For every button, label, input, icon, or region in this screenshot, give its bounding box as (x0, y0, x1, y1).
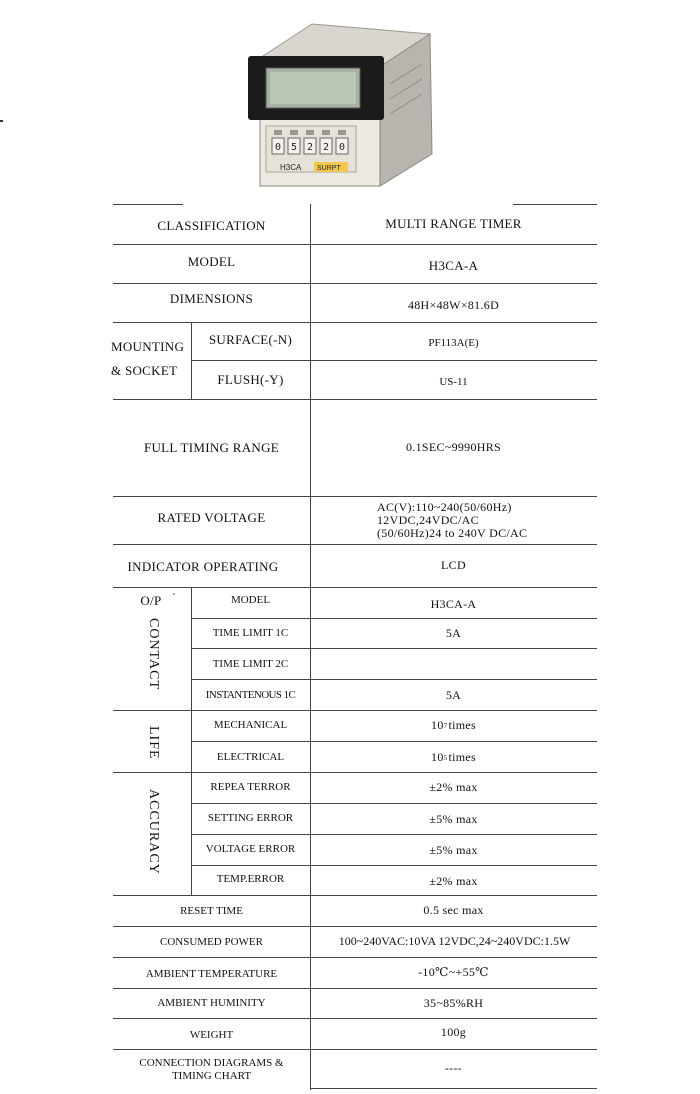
spec-table (113, 204, 597, 1090)
humidity-value: 35~85%RH (423, 995, 484, 1010)
mechanical-exp: 7 (443, 721, 448, 730)
mounting-line1: MOUNTING (111, 339, 185, 354)
model-label: MODEL (187, 254, 236, 269)
ambient-temp-value: -10℃~+55℃ (418, 965, 489, 979)
digit-wheel: 5 (291, 142, 298, 153)
diagrams-value: ---- (444, 1061, 463, 1075)
power-label: CONSUMED POWER (160, 935, 263, 948)
temp-error-label: TEMP.ERROR (216, 873, 285, 885)
timing-label: FULL TIMING RANGE (143, 439, 280, 455)
classification-label: CLASSIFICATION (157, 217, 266, 233)
voltage-line3: (50/60Hz)24 to 240V DC/AC (377, 525, 528, 540)
mechanical-label: MECHANICAL (213, 718, 288, 731)
voltage-error-label: VOLTAGE ERROR (205, 843, 296, 855)
limit1-label: TIME LIMIT 1C (212, 627, 289, 639)
diagrams-label (113, 1052, 310, 1088)
flush-value: US-11 (439, 375, 468, 388)
surface-value: PF113A(E) (428, 337, 479, 349)
instant-value: 5A (445, 688, 462, 702)
output-model-label: MODEL (230, 594, 271, 606)
life-group: LIFE (146, 726, 161, 760)
dimensions-value: 48H×48W×81.6D (407, 297, 500, 312)
model-value: H3CA-A (428, 258, 479, 273)
power-value: 100~240VAC:10VA 12VDC,24~240VDC:1.5W (338, 934, 571, 948)
electrical-unit: times (448, 750, 476, 764)
temp-error-value: ±2% max (429, 873, 478, 888)
indicator-label: INDICATOR OPERATING (127, 558, 279, 574)
output-group-mark: ' (172, 591, 176, 603)
digit-wheel: 0 (339, 142, 346, 153)
output-model-value: H3CA-A (430, 596, 477, 611)
diagrams-line2: TIMING CHART (171, 1070, 252, 1082)
surface-label: SURFACE(-N) (208, 332, 293, 347)
voltage-line2: 12VDC,24VDC/AC (377, 512, 479, 527)
divider (113, 587, 597, 588)
flush-label: FLUSH(-Y) (217, 371, 284, 387)
output-group-op: O/P (140, 593, 162, 608)
divider (310, 1088, 597, 1089)
humidity-label: AMBIENT HUMINITY (157, 997, 266, 1009)
product-model-label: H3CA (280, 163, 302, 172)
electrical-base: 10 (431, 750, 444, 764)
ambient-temp-label: AMBIENT TEMPERATURE (145, 967, 278, 980)
setting-value: ±5% max (429, 812, 478, 826)
voltage-error-value: ±5% max (429, 842, 478, 857)
mounting-group-label (111, 324, 191, 394)
reset-value: 0.5 sec max (423, 903, 484, 917)
digit-wheel: 2 (323, 142, 330, 153)
dimensions-label: DIMENSIONS (169, 291, 254, 306)
reset-label: RESET TIME (180, 904, 243, 917)
timing-value: 0.1SEC~9990HRS (405, 440, 502, 454)
electrical-value (310, 741, 597, 774)
limit2-value (310, 648, 597, 679)
voltage-line1: AC(V):110~240(50/60Hz) (377, 499, 512, 514)
mechanical-unit: times (448, 718, 476, 732)
repeat-label: REPEA TERROR (210, 780, 291, 793)
divider (113, 204, 183, 205)
mechanical-value (310, 710, 597, 741)
electrical-label: ELECTRICAL (216, 750, 285, 763)
instant-label: INSTANTENOUS 1C (205, 688, 296, 701)
voltage-value (377, 496, 595, 544)
mechanical-base: 10 (431, 718, 444, 732)
accuracy-group: ACCURACY (146, 789, 161, 875)
setting-label: SETTING ERROR (207, 812, 294, 824)
digit-wheel: 2 (307, 142, 314, 153)
weight-label: WEIGHT (189, 1028, 234, 1041)
mounting-line2: & SOCKET (111, 363, 178, 378)
limit1-value: 5A (445, 625, 462, 640)
diagrams-line1: CONNECTION DIAGRAMS & (139, 1057, 284, 1069)
product-badge: SURPT (317, 165, 341, 172)
repeat-value: ±2% max (429, 780, 478, 794)
limit2-label: TIME LIMIT 2C (212, 657, 289, 670)
classification-value: MULTI RANGE TIMER (385, 216, 522, 231)
indicator-value: LCD (441, 558, 466, 572)
digit-wheel: 0 (275, 142, 282, 153)
edge-mark (0, 120, 3, 122)
output-group-contact: CONTACT (146, 618, 161, 690)
timer-product-image (240, 14, 460, 194)
electrical-exp: 5 (443, 753, 448, 762)
voltage-label: RATED VOLTAGE (157, 510, 266, 525)
weight-value: 100g (440, 1024, 467, 1039)
